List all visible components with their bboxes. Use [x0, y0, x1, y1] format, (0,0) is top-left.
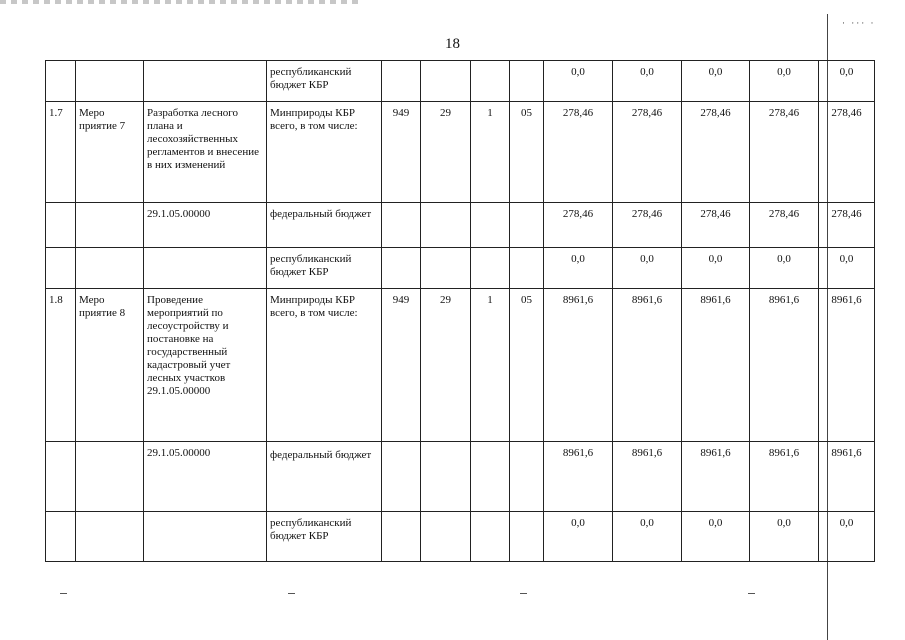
code-event: 05 [510, 102, 544, 203]
value-cell: 8961,6 [819, 289, 875, 442]
table-row [46, 102, 875, 203]
code-program [421, 203, 471, 248]
item-name [144, 61, 267, 102]
row-number: 1.8 [46, 289, 76, 442]
value-cell: 278,46 [544, 203, 613, 248]
table-row [46, 248, 875, 289]
item-name: Проведение мероприятий по лесоустройству и постановке на государственный кадастровый учет лесных участков 29.1.05.00000 [144, 289, 267, 442]
code-event [510, 442, 544, 512]
value-cell: 8961,6 [682, 289, 750, 442]
funding-source: республиканский бюджет КБР [267, 61, 382, 102]
code-event [510, 248, 544, 289]
page-number: 18 [445, 36, 460, 52]
item-type [76, 248, 144, 289]
code-event [510, 203, 544, 248]
code-event: 05 [510, 289, 544, 442]
code-subprogram [471, 248, 510, 289]
value-cell: 8961,6 [613, 289, 682, 442]
code-grbs: 949 [382, 102, 421, 203]
item-type [76, 203, 144, 248]
table-row [46, 512, 875, 562]
item-type: Меро приятие 7 [76, 102, 144, 203]
row-number [46, 61, 76, 102]
item-name: Разработка лесного плана и лесохозяйственных регламентов и внесение в них изменений [144, 102, 267, 203]
code-program [421, 61, 471, 102]
funding-source: Минприроды КБР всего, в том числе: [267, 289, 382, 442]
scan-artifact-top [0, 0, 360, 4]
item-type [76, 512, 144, 562]
code-subprogram [471, 512, 510, 562]
code-grbs [382, 442, 421, 512]
value-cell: 8961,6 [750, 289, 819, 442]
value-cell: 0,0 [819, 512, 875, 562]
value-cell: 0,0 [750, 512, 819, 562]
value-cell: 278,46 [750, 102, 819, 203]
item-type: Меро приятие 8 [76, 289, 144, 442]
code-program: 29 [421, 102, 471, 203]
value-cell: 8961,6 [750, 442, 819, 512]
code-subprogram [471, 203, 510, 248]
value-cell: 8961,6 [682, 442, 750, 512]
value-cell: 278,46 [613, 102, 682, 203]
row-number [46, 248, 76, 289]
value-cell: 8961,6 [819, 442, 875, 512]
budget-table [45, 60, 875, 562]
code-event [510, 61, 544, 102]
value-cell: 0,0 [544, 61, 613, 102]
value-cell: 0,0 [544, 512, 613, 562]
code-subprogram [471, 442, 510, 512]
corner-mark: · ··· · [842, 18, 876, 28]
funding-source: Минприроды КБР всего, в том числе: [267, 102, 382, 203]
value-cell: 0,0 [682, 248, 750, 289]
value-cell: 0,0 [682, 61, 750, 102]
scan-dash [288, 593, 295, 594]
value-cell: 0,0 [613, 248, 682, 289]
value-cell: 278,46 [544, 102, 613, 203]
code-subprogram: 1 [471, 289, 510, 442]
code-grbs [382, 61, 421, 102]
value-cell: 0,0 [819, 61, 875, 102]
code-program [421, 248, 471, 289]
value-cell: 278,46 [819, 203, 875, 248]
value-cell: 0,0 [613, 512, 682, 562]
value-cell: 0,0 [819, 248, 875, 289]
value-cell: 278,46 [613, 203, 682, 248]
value-cell: 278,46 [819, 102, 875, 203]
item-type [76, 61, 144, 102]
funding-source: федеральный бюджет [267, 203, 382, 248]
funding-source: республиканский бюджет КБР [267, 248, 382, 289]
item-type [76, 442, 144, 512]
row-number [46, 442, 76, 512]
value-cell: 278,46 [750, 203, 819, 248]
code-event [510, 512, 544, 562]
table-row [46, 203, 875, 248]
value-cell: 0,0 [544, 248, 613, 289]
code-program: 29 [421, 289, 471, 442]
value-cell: 8961,6 [544, 442, 613, 512]
value-cell: 278,46 [682, 203, 750, 248]
code-grbs [382, 203, 421, 248]
code-subprogram: 1 [471, 102, 510, 203]
value-cell: 8961,6 [544, 289, 613, 442]
item-name: 29.1.05.00000 [144, 203, 267, 248]
table-row [46, 442, 875, 512]
funding-source: республиканский бюджет КБР [267, 512, 382, 562]
item-name [144, 512, 267, 562]
value-cell: 8961,6 [613, 442, 682, 512]
code-program [421, 442, 471, 512]
item-name [144, 248, 267, 289]
funding-source: федеральный бюджет [267, 442, 382, 512]
value-cell: 0,0 [682, 512, 750, 562]
row-number: 1.7 [46, 102, 76, 203]
value-cell: 278,46 [682, 102, 750, 203]
code-grbs [382, 248, 421, 289]
scan-dash [60, 593, 67, 594]
row-number [46, 512, 76, 562]
code-subprogram [471, 61, 510, 102]
table-row [46, 289, 875, 442]
row-number [46, 203, 76, 248]
scan-dash [520, 593, 527, 594]
value-cell: 0,0 [750, 61, 819, 102]
table-row [46, 61, 875, 102]
value-cell: 0,0 [613, 61, 682, 102]
code-program [421, 512, 471, 562]
scan-dash [748, 593, 755, 594]
code-grbs [382, 512, 421, 562]
value-cell: 0,0 [750, 248, 819, 289]
item-name: 29.1.05.00000 [144, 442, 267, 512]
code-grbs: 949 [382, 289, 421, 442]
